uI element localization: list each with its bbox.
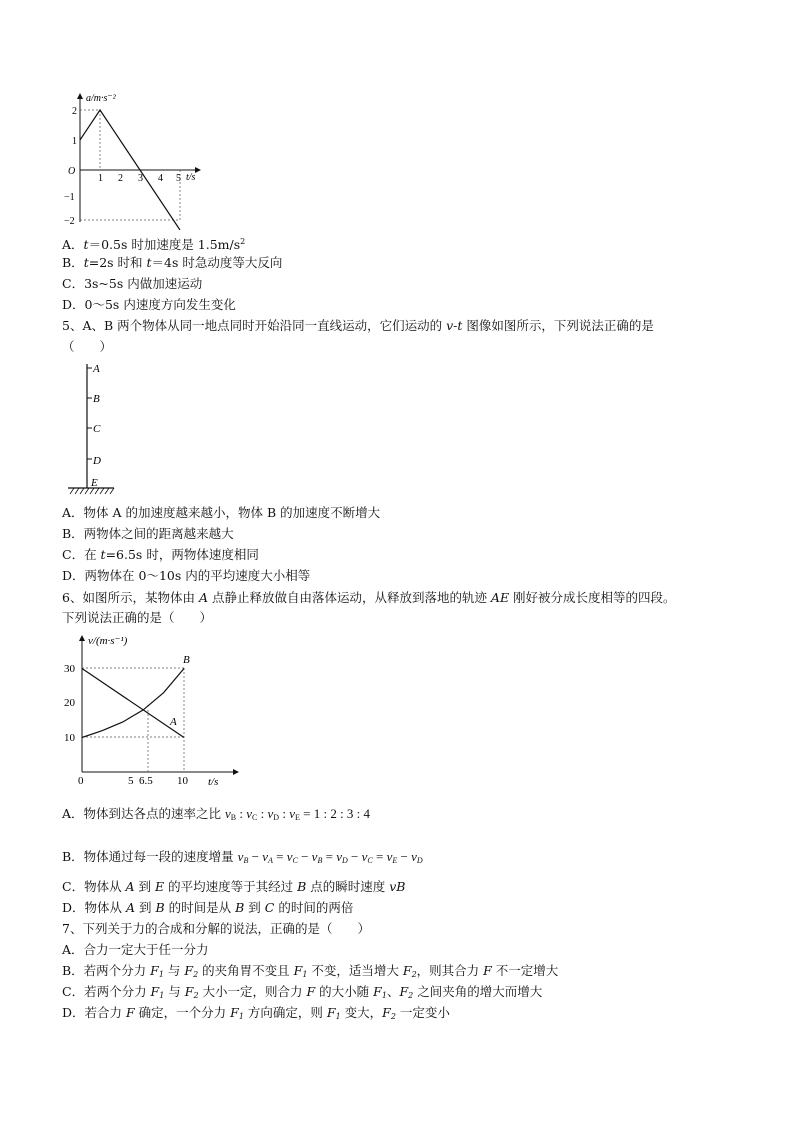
q4-option-b — [62, 255, 282, 271]
option-text: F — [306, 984, 316, 999]
superscript: 2 — [240, 237, 246, 246]
q4-option-d: D．0～5s 内速度方向发生变化 — [62, 297, 236, 312]
q5-option-c — [62, 547, 259, 563]
velocity-increment-equation: $v_B - v_A = v_C - v_B = v_D - v_C = v_E - v_D$ — [237, 849, 423, 865]
option-text: 不一定增大 — [491, 963, 559, 978]
option-text: A — [125, 879, 135, 894]
x-tick-label: 6.5 — [139, 775, 153, 787]
option-text: 不变，适当增大 — [307, 963, 403, 978]
q5-option-b: B．两物体之间的距离越来越大 — [62, 526, 234, 541]
q5-stem — [62, 318, 654, 334]
y-tick-label: 30 — [64, 663, 75, 675]
option-text: C — [264, 900, 275, 915]
point-label-c: C — [93, 423, 101, 435]
option-text: 、 — [386, 984, 400, 999]
q7-option-c — [62, 984, 542, 1004]
q5-option-d: D．两物体在 0～10s 内的平均速度大小相等 — [62, 568, 311, 583]
option-text: 与 — [164, 984, 185, 999]
velocity-ratio-equation: vB : vC : vD : vE = 1 : 2 : 3 : 4 — [225, 806, 371, 822]
option-text: 确定，一个分力 — [134, 1005, 231, 1020]
option-text: 到 — [134, 879, 156, 894]
option-text: 的大小随 — [315, 984, 374, 999]
q6-stem-line2: 下列说法正确的是（ ） — [62, 610, 213, 625]
option-text: F — [483, 963, 492, 978]
option-text: C．在 — [62, 547, 101, 562]
option-text: 大小一定，则合力 — [198, 984, 307, 999]
q6-option-b — [62, 849, 423, 869]
option-text: C．物体从 — [62, 879, 126, 894]
option-text: t — [83, 237, 89, 252]
option-text: F — [293, 963, 303, 978]
subscript: 1 — [238, 1012, 244, 1021]
stem-text: A — [198, 590, 208, 605]
subscript: 1 — [381, 991, 387, 1000]
x-axis-label: t/s — [208, 776, 219, 788]
subscript: 2 — [408, 991, 414, 1000]
option-text: 一定变小 — [395, 1005, 450, 1020]
q7-option-d — [62, 1005, 450, 1025]
series-label-b: B — [183, 654, 190, 666]
q6-option-a — [62, 806, 370, 826]
q7-stem: 7、下列关于力的合成和分解的说法，正确的是（ ） — [62, 921, 370, 936]
point-label-a: A — [93, 363, 100, 375]
q6-option-d — [62, 900, 353, 916]
option-text: 方向确定，则 — [243, 1005, 327, 1020]
stem-text: v-t — [446, 318, 463, 333]
subscript: 1 — [302, 970, 308, 979]
q4-option-c: C．3s~5s 内做加速运动 — [62, 276, 203, 291]
option-text: F — [150, 963, 159, 978]
series-label-a: A — [170, 716, 177, 728]
subscript: 2 — [390, 1012, 396, 1021]
option-text: =2s 时和 — [88, 255, 147, 270]
x-tick-label: 10 — [177, 775, 188, 787]
q6-option-c — [62, 879, 406, 895]
option-text: B． — [62, 255, 84, 270]
velocity-time-graph — [62, 630, 242, 790]
option-text: B．物体通过每一段的速度增量 — [62, 849, 238, 864]
option-text: F — [382, 1005, 391, 1020]
x-tick-label: 0 — [78, 775, 84, 787]
option-text: =6.5s 时，两物体速度相同 — [105, 547, 259, 562]
option-text: F — [126, 1005, 135, 1020]
option-text: E — [155, 879, 165, 894]
point-label-b: B — [93, 393, 100, 405]
point-label-d: D — [93, 455, 101, 467]
option-text: D．物体从 — [62, 900, 126, 915]
x-tick-label: 3 — [138, 173, 143, 184]
option-text: F — [150, 984, 160, 999]
subscript: 2 — [193, 991, 199, 1000]
option-text: F — [373, 984, 382, 999]
acceleration-time-graph — [62, 90, 202, 230]
stem-text: 点静止释放做自由落体运动，从释放到落地的轨迹 — [207, 590, 491, 605]
x-tick-label: 1 — [98, 173, 103, 184]
stem-text: 图像如图所示，下列说法正确的是 — [462, 318, 654, 333]
option-text: 变大， — [340, 1005, 383, 1020]
option-text: B — [297, 879, 307, 894]
option-text: vB — [389, 879, 406, 894]
x-axis-label: t/s — [186, 172, 196, 183]
x-tick-label: 2 — [118, 173, 123, 184]
option-text: 到 — [244, 900, 265, 915]
q5-answer-bracket: （ ） — [62, 339, 113, 354]
y-tick-label: 20 — [64, 697, 75, 709]
q7-option-a: A．合力一定大于任一分力 — [62, 942, 209, 957]
option-text: 的夹角胃不变且 — [198, 963, 294, 978]
y-tick-label: −1 — [64, 192, 75, 203]
option-text: 的平均速度等于其经过 — [164, 879, 298, 894]
option-text: C．若两个分力 — [62, 984, 151, 999]
option-text: F — [184, 963, 194, 978]
y-axis-label: a/m·s⁻² — [86, 93, 116, 104]
q6-stem-line1 — [62, 590, 676, 606]
option-text: 的时间是从 — [164, 900, 236, 915]
option-text: ＝0.5s 时加速度是 1.5m/s — [88, 237, 241, 252]
option-text: D．若合力 — [62, 1005, 126, 1020]
origin-label: O — [68, 166, 76, 177]
option-text: A — [126, 900, 136, 915]
q7-option-b — [62, 963, 558, 983]
subscript: 2 — [411, 970, 417, 979]
option-text: 的时间的两倍 — [274, 900, 354, 915]
option-text: t — [83, 255, 89, 270]
y-tick-label: 10 — [64, 732, 75, 744]
stem-text: AE — [490, 590, 510, 605]
option-text: A．物体到达各点的速率之比 — [62, 806, 226, 821]
x-tick-label: 4 — [158, 173, 163, 184]
free-fall-figure — [62, 360, 142, 500]
x-tick-label: 5 — [176, 173, 181, 184]
stem-text: 5、A、B 两个物体从同一地点同时开始沿同一直线运动，它们运动的 — [62, 318, 447, 333]
option-text: ，则其合力 — [416, 963, 484, 978]
option-text: t — [100, 547, 106, 562]
option-text: B — [235, 900, 245, 915]
subscript: 1 — [335, 1012, 341, 1021]
option-text: F — [399, 984, 409, 999]
y-tick-label: 2 — [72, 106, 77, 117]
stem-text: 6、如图所示，某物体由 — [62, 590, 199, 605]
option-text: B — [155, 900, 165, 915]
subscript: 2 — [193, 970, 199, 979]
subscript: 1 — [158, 970, 164, 979]
stem-text: 刚好被分成长度相等的四段。 — [509, 590, 676, 605]
option-text: F — [230, 1005, 239, 1020]
option-text: F — [326, 1005, 336, 1020]
y-tick-label: −2 — [64, 216, 75, 227]
x-tick-label: 5 — [128, 775, 134, 787]
y-tick-label: 1 — [72, 136, 77, 147]
option-text: F — [184, 984, 194, 999]
q5-option-a: A．物体 A 的加速度越来越小，物体 B 的加速度不断增大 — [62, 505, 381, 520]
option-text: ＝4s 时急动度等大反向 — [151, 255, 283, 270]
option-text: B．若两个分力 — [62, 963, 151, 978]
option-text: F — [402, 963, 412, 978]
option-text: 点的瞬时速度 — [306, 879, 390, 894]
option-text: t — [146, 255, 152, 270]
q4-option-a — [62, 234, 245, 253]
option-text: 之间夹角的增大而增大 — [413, 984, 543, 999]
option-text: 到 — [135, 900, 156, 915]
y-axis-label: v/(m·s⁻¹) — [88, 635, 128, 647]
point-label-e: E — [91, 477, 98, 489]
option-text: 与 — [163, 963, 185, 978]
series-line-a — [82, 669, 184, 738]
subscript: 1 — [159, 991, 165, 1000]
option-text: A． — [62, 237, 84, 252]
